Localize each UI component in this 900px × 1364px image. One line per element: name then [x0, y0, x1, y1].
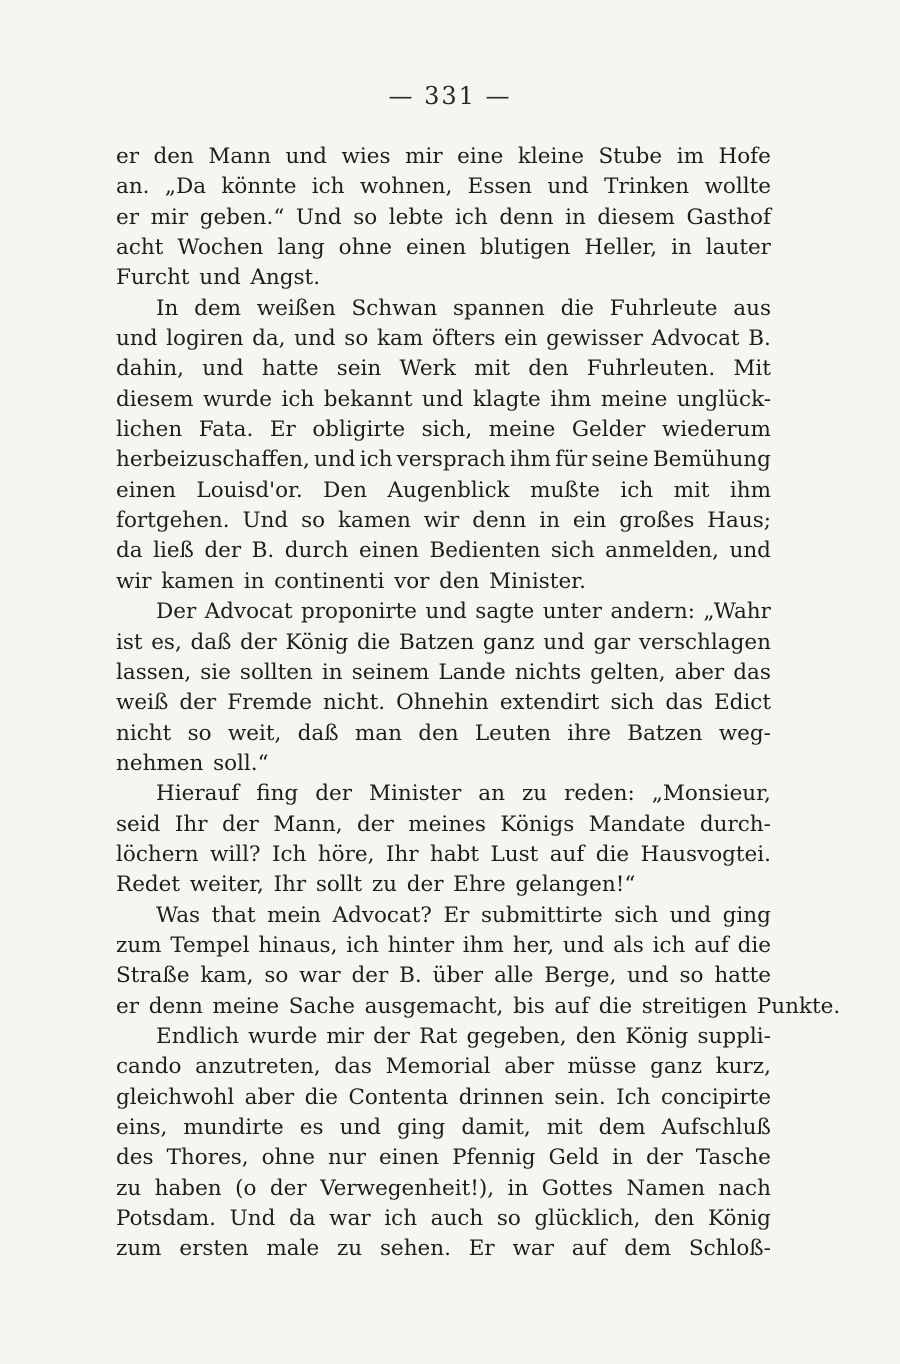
- text-line: wir kamen in continenti vor den Minister.: [116, 568, 586, 594]
- text-line: eins, mundirte es und ging damit, mit dem Aufschluß: [116, 1115, 771, 1140]
- text-line: ist es, daß der König die Batzen ganz und gar verschlagen: [116, 629, 771, 655]
- page-body: [116, 142, 841, 1265]
- text-line: Straße kam, so war der B. über alle Berge, und so hatte: [116, 963, 771, 989]
- text-line: zu haben (o der Verwegenheit!), in Gottes Namen nach: [116, 1175, 771, 1201]
- text-line: er den Mann und wies mir eine kleine Stube im Hofe: [116, 144, 771, 169]
- text-line: lichen Fata. Er obligirte sich, meine Gelder wiederum: [116, 417, 771, 443]
- page-number: — 331 —: [388, 82, 512, 110]
- text-line: Der Advocat proponirte und sagte unter andern: „Wahr: [156, 599, 771, 625]
- text-line: des Thores, ohne nur einen Pfennig Geld in der Tasche: [116, 1145, 771, 1171]
- text-line: er mir geben.“ Und so lebte ich denn in diesem Gasthof: [116, 204, 771, 230]
- text-line: zum Tempel hinaus, ich hinter ihm her, und als ich auf die: [116, 932, 771, 958]
- text-line: Endlich wurde mir der Rat gegeben, den König suppli-: [156, 1023, 771, 1049]
- text-line: löchern will? Ich höre, Ihr habt Lust auf die Hausvogtei.: [116, 841, 771, 867]
- text-line: zum ersten male zu sehen. Er war auf dem Schloß-: [116, 1236, 771, 1262]
- text-line: an. „Da könnte ich wohnen, Essen und Trinken wollte: [116, 174, 771, 200]
- text-line: fortgehen. Und so kamen wir denn in ein großes Haus;: [116, 508, 771, 534]
- text-line: lassen, sie sollten in seinem Lande nichts gelten, aber das: [116, 659, 771, 685]
- text-line: Potsdam. Und da war ich auch so glücklich, den König: [116, 1206, 771, 1232]
- text-line: In dem weißen Schwan spannen die Fuhrleute aus: [156, 295, 771, 321]
- text-line: seid Ihr der Mann, der meines Königs Mandate durch-: [116, 811, 771, 837]
- text-line: Furcht und Angst.: [116, 265, 321, 291]
- text-line: dahin, und hatte sein Werk mit den Fuhrleuten. Mit: [116, 356, 771, 382]
- text-line: gleichwohl aber die Contenta drinnen sein. Ich concipirte: [116, 1084, 771, 1110]
- text-line: Redet weiter, Ihr sollt zu der Ehre gelangen!“: [116, 872, 636, 898]
- text-line: acht Wochen lang ohne einen blutigen Heller, in lauter: [116, 235, 771, 261]
- text-line: nicht so weit, daß man den Leuten ihre Batzen weg-: [116, 720, 771, 746]
- text-line: einen Louisd'or. Den Augenblick mußte ich mit ihm: [116, 477, 771, 503]
- text-line: er denn meine Sache ausgemacht, bis auf die streitigen Punkte.: [116, 993, 841, 1019]
- text-line: herbeizuschaffen, und ich versprach ihm für seine Bemühung: [116, 447, 771, 473]
- text-line: und logiren da, und so kam öfters ein gewisser Advocat B.: [116, 326, 771, 352]
- text-line: nehmen soll.“: [116, 750, 269, 776]
- text-line: weiß der Fremde nicht. Ohnehin extendirt sich das Edict: [116, 690, 771, 716]
- text-line: cando anzutreten, das Memorial aber müsse ganz kurz,: [116, 1054, 771, 1080]
- text-line: Hierauf fing der Minister an zu reden: „Monsieur,: [156, 781, 771, 807]
- text-line: diesem wurde ich bekannt und klagte ihm meine unglück-: [116, 386, 771, 412]
- text-line: da ließ der B. durch einen Bedienten sich anmelden, und: [116, 538, 771, 564]
- text-line: Was that mein Advocat? Er submittirte sich und ging: [156, 902, 771, 928]
